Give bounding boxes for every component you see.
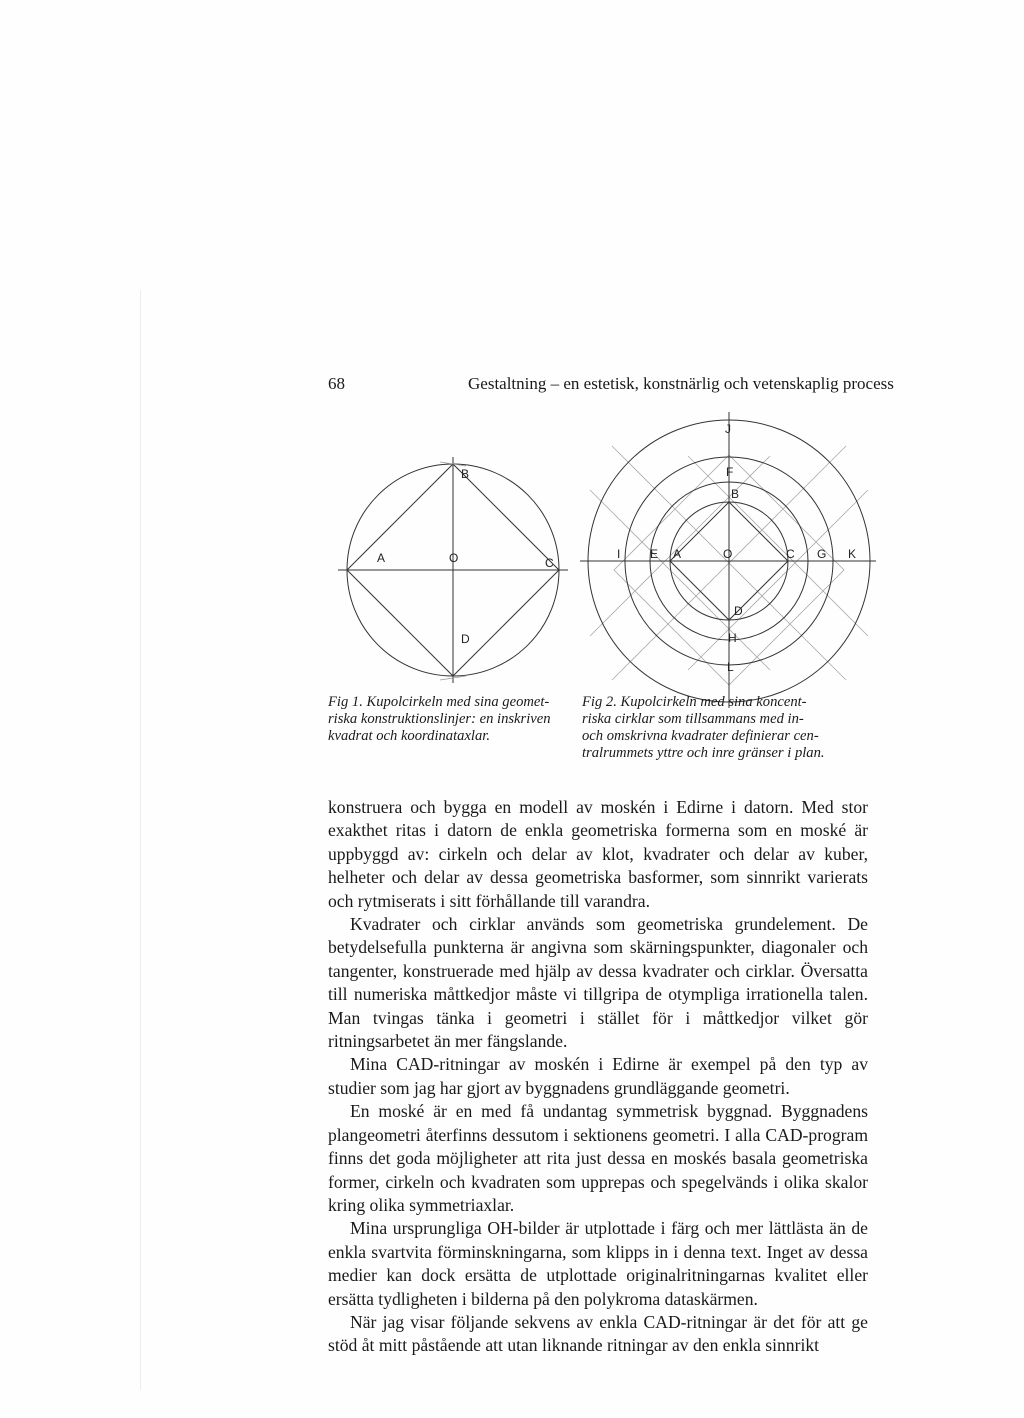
fig1-label-d: D [461,632,470,646]
fig2-label-g: G [817,547,827,561]
page-number: 68 [328,374,345,393]
body-paragraph: En moské är en med få undantag symmetrisk byggnad. Byggnadens plangeometri återfinns dessutom i sektionens geometri. I alla CAD-program finns det goda möjligheter att rita just dessa en moskés basala geometriska former, cirkeln och kvadraten som upprepas och spegelvänds i olika skalor kring olika symmetriaxlar. [328,1101,868,1215]
fig1-label-a: A [377,551,386,565]
fig2-diagonal-3 [590,490,770,670]
figure-2-diagram [578,410,878,710]
page-header [328,374,894,398]
fig2-label-k: K [848,547,857,561]
figure-2-caption: Fig 2. Kupolcirkeln med sina koncent- riska cirklar som tillsammans med in- och omskrivna kvadrater definierar cen- tralrummets yttre och inre gränser i plan. [582,694,825,761]
body-paragraph: konstruera och bygga en modell av moskén i Edirne i datorn. Med stor exakthet ritas i datorn de enkla geometriska formerna som en moské är uppbyggd av: cirkeln och delar av klot, kvadrater och delar av kuber, helheter och delar av dessa geometriska basformer, som sinnrikt varierats och rytmiserats i sitt förhållande till varandra. [328,797,868,911]
fig2-label-h: H [728,631,737,645]
fig1-label-c: C [545,556,554,570]
fig1-label-b: B [461,467,470,481]
fig2-label-d: D [734,604,743,618]
fig2-label-a: A [673,547,682,561]
fig2-label-e: E [650,547,659,561]
figure-1-diagram [330,455,580,685]
figure-1-caption: Fig 1. Kupolcirkeln med sina geomet- riska konstruktionslinjer: en inskriven kvadrat och koordinataxlar. [328,694,551,744]
fig2-label-b: B [731,487,740,501]
body-paragraph: Mina ursprungliga OH-bilder är utplottade i färg och mer lättlästa än de enkla svartvita förminskningarna, som klipps in i denna text. Inget av dessa medier kan dock ersätta de utplottade originalritningarnas kvalitet eller ersätta tydligheten i bilderna på den polykroma dataskärmen. [328,1218,868,1309]
fig2-label-c: C [786,547,795,561]
fig2-label-f: F [726,465,734,479]
body-paragraph: Mina CAD-ritningar av moskén i Edirne är exempel på den typ av studier som jag har gjort av byggnadens grundläggande geometri. [328,1054,868,1098]
body-text [328,796,868,1358]
running-title: Gestaltning – en estetisk, konstnärlig och vetenskaplig process [468,374,894,393]
fig1-label-o: O [449,551,459,565]
body-paragraph: När jag visar följande sekvens av enkla CAD-ritningar är det för att ge stöd åt mitt påstående att utan liknande ritningar av den enkla sinnrikt [328,1311,868,1356]
fig2-label-i: I [617,547,621,561]
fig2-label-j: J [725,422,731,436]
scan-shadow-edge [140,290,141,1390]
fig2-label-l: L [727,660,734,674]
fig2-label-o: O [723,547,733,561]
fig2-diagonal-5 [688,490,868,670]
body-paragraph: Kvadrater och cirklar används som geometriska grundelement. De betydelsefulla punkterna är angivna som skärningspunkter, diagonaler och tangenter, konstruerade med hjälp av dessa kvadrater och cirklar. Översatta till numeriska måttkedjor måste vi tillgripa de otympliga irrationella talen. Man tvingas tänka i geometri i stället för i måttkedjor vilket gör ritningsarbetet än mer fängslande. [328,914,868,1052]
